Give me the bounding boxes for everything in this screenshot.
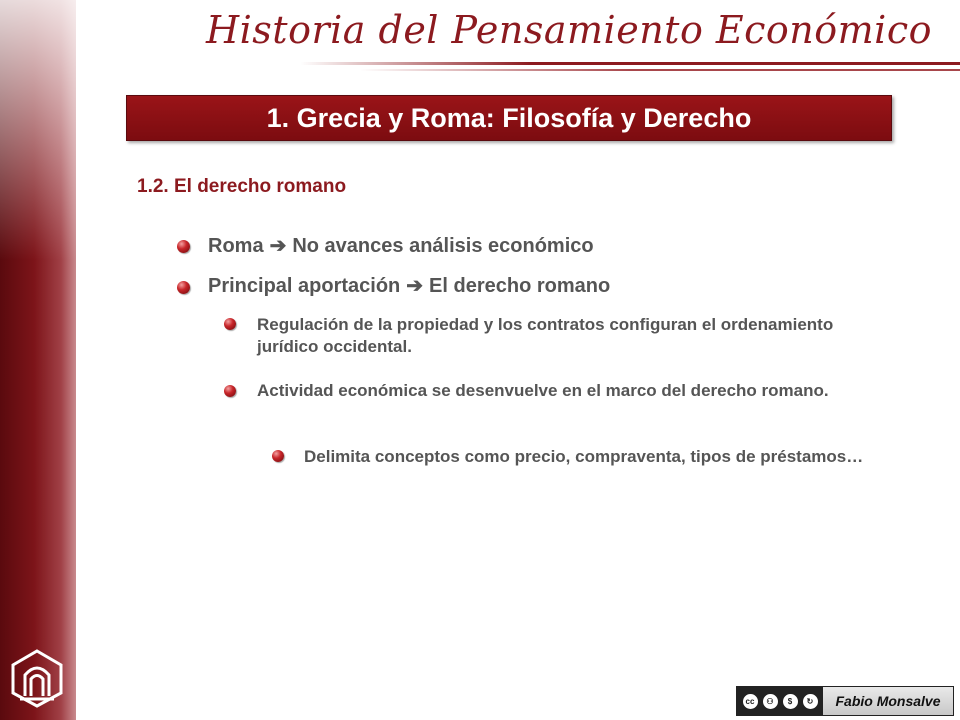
header-underline — [300, 62, 960, 65]
by-icon: ⚇ — [763, 694, 778, 709]
nc-icon: $ — [783, 694, 798, 709]
list-item: Actividad económica se desenvuelve en el marco del derecho romano. — [257, 381, 829, 400]
section-heading: 1.2. El derecho romano — [137, 176, 347, 197]
footer-credit — [736, 686, 954, 716]
author-name: Fabio Monsalve — [823, 687, 953, 715]
sa-icon: ↻ — [803, 694, 818, 709]
arrow-icon: ➔ — [406, 275, 424, 297]
bullet-lead: Principal aportación — [208, 275, 401, 297]
sidebar-fade — [0, 0, 76, 260]
header-underline-secondary — [360, 69, 960, 71]
arrow-icon: ➔ — [269, 235, 287, 257]
slide-title-bar — [126, 95, 892, 141]
list-item: Regulación de la propiedad y los contratos configuran el ordenamiento jurídico occidental. — [257, 315, 834, 356]
bullet-icon — [177, 240, 190, 253]
slide-title: 1. Grecia y Roma: Filosofía y Derecho — [266, 102, 752, 133]
bullet-icon — [224, 318, 236, 330]
course-title: Historia del Pensamiento Económico — [206, 8, 932, 52]
bullet-rest: No avances análisis económico — [292, 235, 594, 257]
list-item — [208, 274, 610, 298]
bullet-icon — [177, 281, 190, 294]
bullet-icon — [224, 385, 236, 397]
cc-icon: cc — [743, 694, 758, 709]
license-badge — [737, 687, 823, 715]
list-item — [208, 234, 594, 258]
bullet-lead: Roma — [208, 235, 264, 257]
university-logo-icon — [10, 648, 64, 708]
list-item: Delimita conceptos como precio, compraventa, tipos de préstamos… — [304, 447, 864, 466]
bullet-rest: El derecho romano — [429, 275, 611, 297]
bullet-icon — [272, 450, 284, 462]
